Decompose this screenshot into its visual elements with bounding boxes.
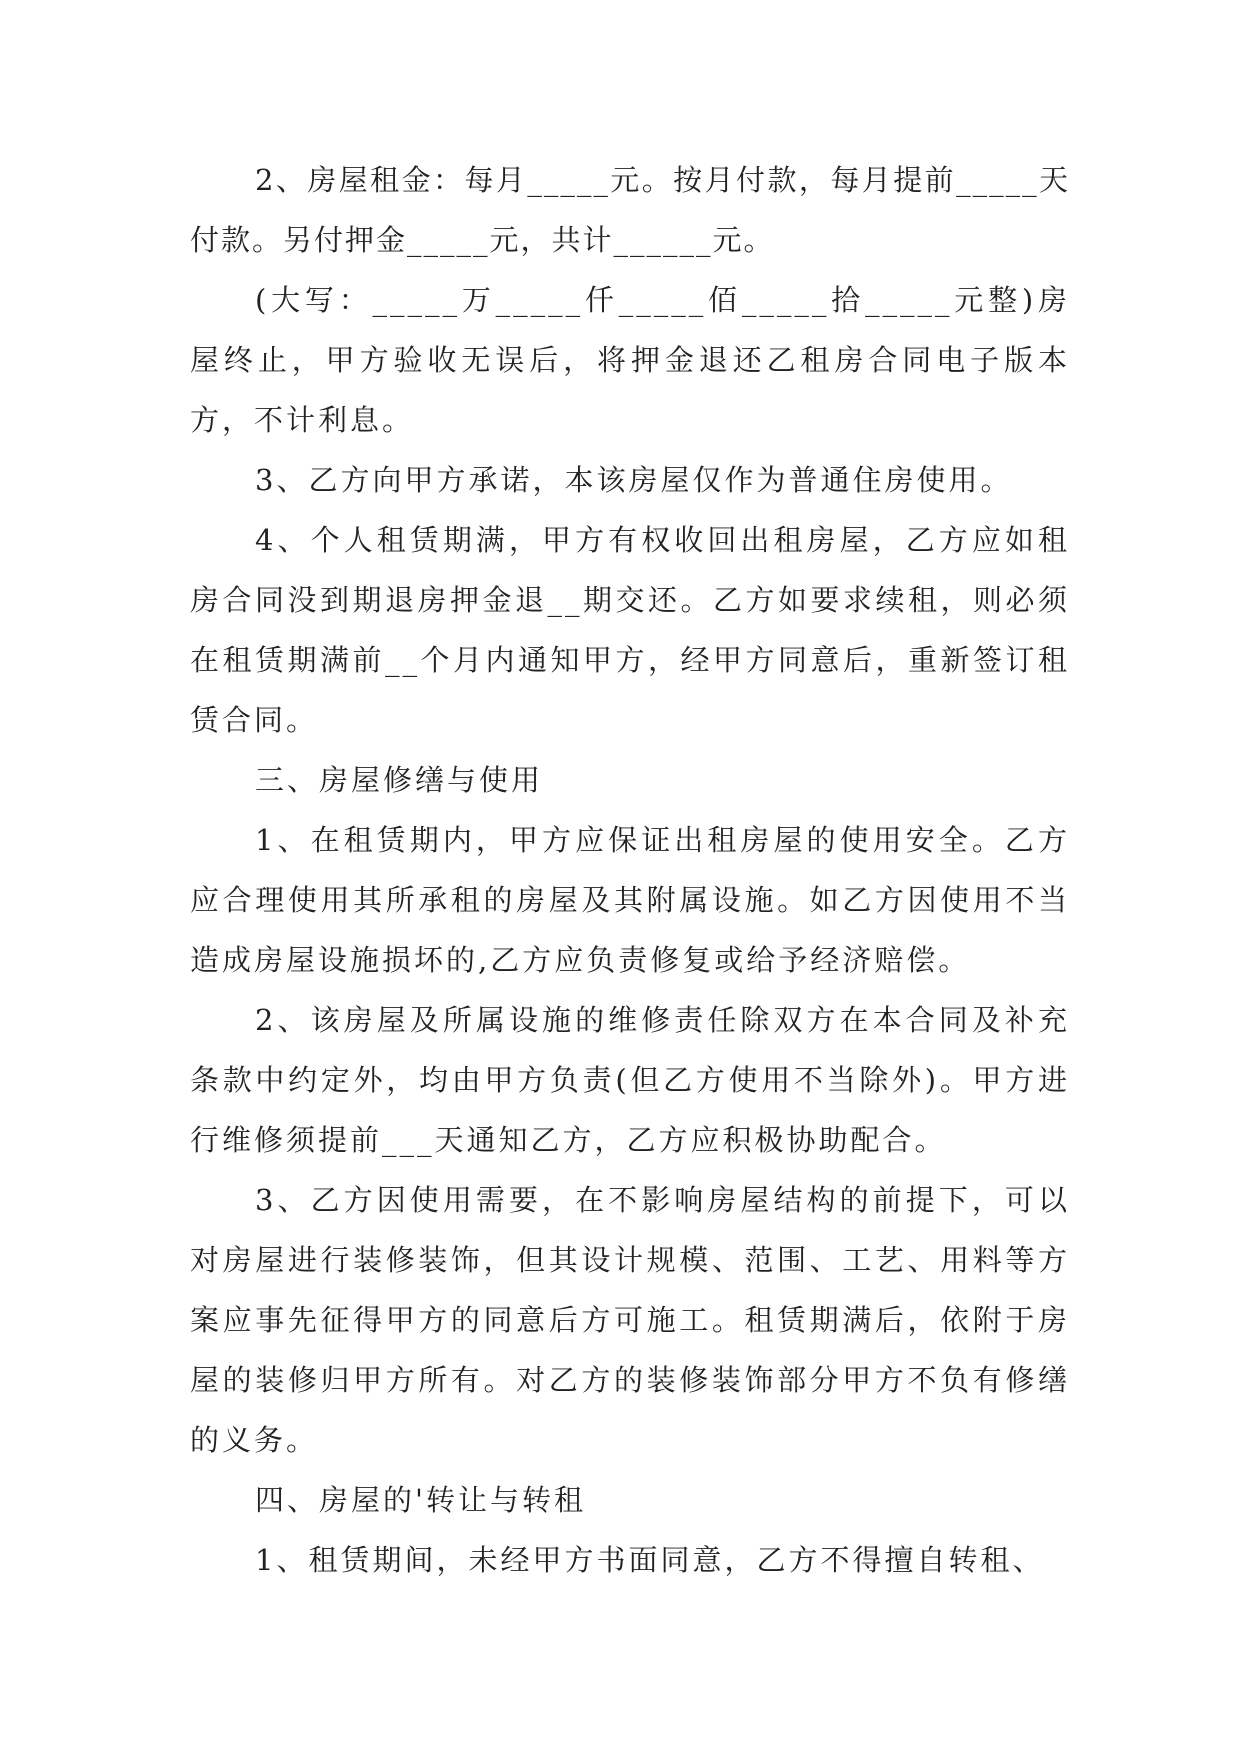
paragraph-use-promise: 3、乙方向甲方承诺，本该房屋仅作为普通住房使用。	[255, 463, 1013, 497]
paragraph-transfer-1: 1、租赁期间，未经甲方书面同意，乙方不得擅自转租、	[255, 1543, 1045, 1577]
section-heading-transfer: 四、房屋的'转让与转租	[255, 1483, 586, 1517]
document-body	[190, 150, 1070, 1590]
section-heading-repair: 三、房屋修缮与使用	[255, 763, 544, 797]
paragraph-repair-3: 3、乙方因使用需要，在不影响房屋结构的前提下，可以对房屋进行装修装饰，但其设计规模、范围、工艺、用料等方案应事先征得甲方的同意后方可施工。租赁期满后，依附于房屋的装修归甲方所有。对乙方的装修装饰部分甲方不负有修缮的义务。	[190, 1183, 1070, 1457]
paragraph-rent: 2、房屋租金：每月_____元。按月付款，每月提前_____天付款。另付押金_____元，共计______元。	[190, 163, 1070, 257]
paragraph-lease-expiry: 4、个人租赁期满，甲方有权收回出租房屋，乙方应如租房合同没到期退房押金退__期交还。乙方如要求续租，则必须在租赁期满前__个月内通知甲方，经甲方同意后，重新签订租赁合同。	[190, 523, 1070, 737]
paragraph-repair-1: 1、在租赁期内，甲方应保证出租房屋的使用安全。乙方应合理使用其所承租的房屋及其附属设施。如乙方因使用不当造成房屋设施损坏的,乙方应负责修复或给予经济赔偿。	[190, 823, 1070, 977]
paragraph-deposit-capital: (大写：_____万_____仟_____佰_____拾_____元整)房屋终止，甲方验收无误后，将押金退还乙租房合同电子版本方，不计利息。	[190, 283, 1070, 437]
paragraph-repair-2: 2、该房屋及所属设施的维修责任除双方在本合同及补充条款中约定外，均由甲方负责(但乙方使用不当除外)。甲方进行维修须提前___天通知乙方，乙方应积极协助配合。	[190, 1003, 1070, 1157]
